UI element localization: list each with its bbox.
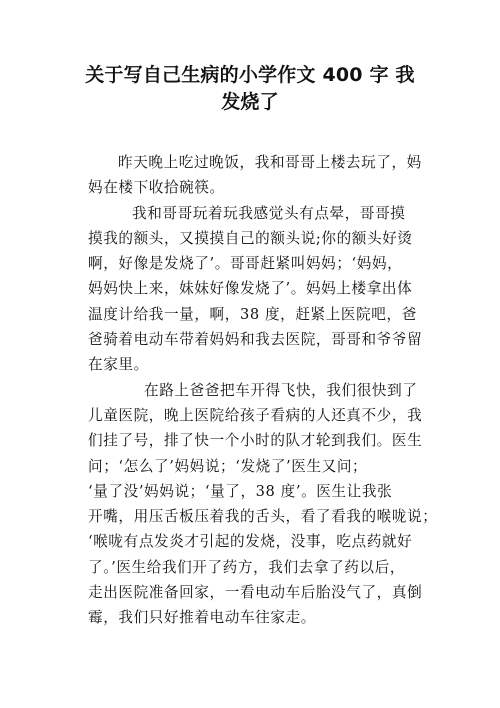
title-line-1: 关于写自己生病的小学作文 400 字 我 <box>85 64 415 86</box>
text-line: 儿童医院，晚上医院给孩子看病的人还真不少，我 <box>88 406 423 424</box>
paragraph-1 <box>88 150 430 201</box>
text-line: 妈妈快上来，妹妹好像发烧了’。妈妈上楼拿出体 <box>88 280 413 298</box>
text-line: ‘量了没’妈妈说；‘量了，38 度’。医生让我张 <box>88 482 393 500</box>
text-line: 妈在楼下收拾碗筷。 <box>88 179 225 197</box>
text-line: 摸我的额头，又摸摸自己的额头说;你的额头好烫 <box>88 229 413 247</box>
paragraph-3 <box>88 378 438 631</box>
text-line: 们挂了号，排了快一个小时的队才轮到我们。医生 <box>88 432 423 450</box>
text-line: 霉，我们只好推着电动车往家走。 <box>88 609 316 627</box>
text-line: 在路上爸爸把车开得飞快，我们很快到了 <box>144 381 418 399</box>
text-line: 了。’医生给我们开了药方，我们去拿了药以后， <box>88 558 406 576</box>
text-line: 爸骑着电动车带着妈妈和我去医院，哥哥和爷爷留 <box>88 331 423 349</box>
text-line: 问；‘怎么了’妈妈说；‘发烧了’医生又问； <box>88 457 368 475</box>
paragraph-2 <box>88 201 430 378</box>
document-body <box>88 150 438 631</box>
text-line: 我和哥哥玩着玩我感觉头有点晕，哥哥摸 <box>132 204 406 222</box>
text-line: 走出医院准备回家，一看电动车后胎没气了，真倒 <box>88 584 423 602</box>
title-line-2: 发烧了 <box>221 91 279 113</box>
text-line: 开嘴，用压舌板压着我的舌头，看了看我的喉咙说； <box>88 508 438 526</box>
text-line: 昨天晚上吃过晚饭，我和哥哥上楼去玩了，妈 <box>118 154 422 171</box>
text-line: 啊，好像是发烧了’。哥哥赶紧叫妈妈；‘妈妈， <box>88 255 403 273</box>
page-title <box>60 62 440 116</box>
text-line: ‘喉咙有点发炎才引起的发烧，没事，吃点药就好 <box>88 533 413 551</box>
text-line: 温度计给我一量，啊，38 度，赶紧上医院吧，爸 <box>88 305 417 323</box>
text-line: 在家里。 <box>88 356 149 374</box>
